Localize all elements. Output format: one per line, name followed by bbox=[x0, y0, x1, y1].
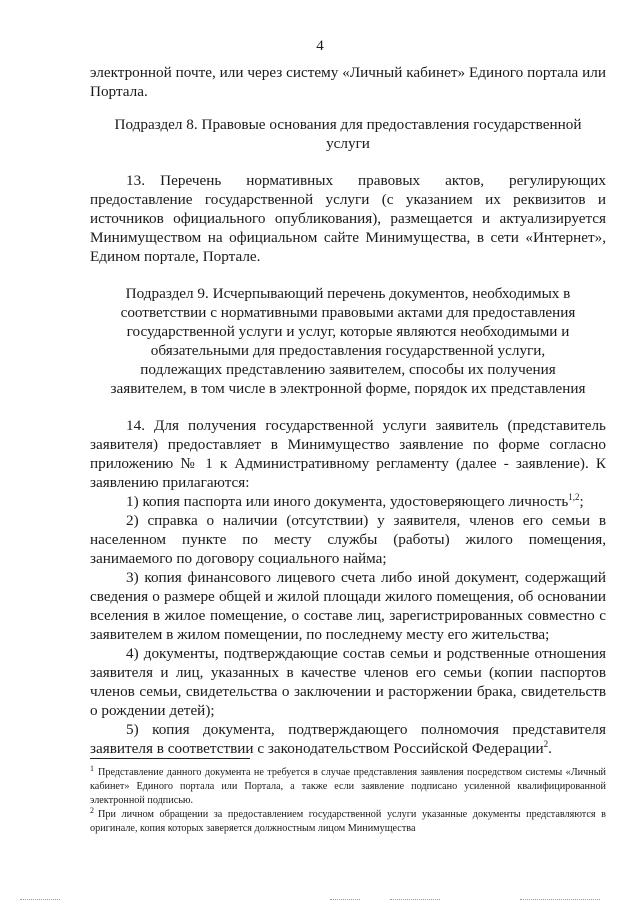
paragraph-14: 14. Для получения государственной услуги заявитель (представитель заявителя) предоставляет в Минимущество заявление по форме согласно приложению № 1 к Административному регламенту (далее - заявление). К заявлению прилагаются: bbox=[90, 417, 606, 491]
footnote-2-mark: 2 bbox=[90, 806, 94, 815]
footnote-1 bbox=[90, 766, 606, 808]
section-9-heading: Подраздел 9. Исчерпывающий перечень документов, необходимых в соответствии с нормативными правовыми актами для предоставления государственной услуги и услуг, которые являются необходимыми и обязательными для предоставления государственной услуги, подлежащих представлению заявителем, способы их получения заявителем, в том числе в электронной форме, порядок их представления bbox=[110, 285, 586, 397]
list-item-1-text: 1) копия паспорта или иного документа, удостоверяющего личность bbox=[126, 493, 569, 510]
list-item-5-text: 5) копия документа, подтверждающего полномочия представителя заявителя в соответствии с законодательством Российской Федерации bbox=[90, 721, 606, 757]
footnote-2 bbox=[90, 808, 606, 836]
list-item-5-end: . bbox=[548, 740, 552, 757]
footnote-2-text: При личном обращении за предоставлением государственной услуги указанные документы представляются в оригинале, копия которых заверяется должностным лицом Минимущества bbox=[90, 809, 606, 834]
footnote-ref-2: 2 bbox=[543, 739, 549, 749]
list-item-1-end: ; bbox=[579, 493, 584, 510]
footnote-ref-1-2: 1,2 bbox=[568, 492, 580, 502]
list-item-3: 3) копия финансового лицевого счета либо иной документ, содержащий сведения о размере общей и жилой площади жилого помещения, об основании вселения в жилое помещение, о составе лиц, зарегистрированных совместно с заявителем в жилом помещении, по последнему месту его жительства; bbox=[90, 569, 606, 643]
paragraph-continuation: электронной почте, или через систему «Личный кабинет» Единого портала или Портала. bbox=[90, 64, 606, 100]
list-item-5 bbox=[90, 720, 606, 758]
section-8-heading: Подраздел 8. Правовые основания для предоставления государственной услуги bbox=[114, 116, 582, 152]
footnote-1-mark: 1 bbox=[90, 764, 94, 773]
footnote-separator bbox=[90, 758, 250, 759]
scan-edge-marks bbox=[0, 895, 640, 905]
main-text bbox=[90, 63, 606, 758]
list-item-2: 2) справка о наличии (отсутствии) у заявителя, членов его семьи в населенном пункте по месту службы (работы) жилого помещения, занимаемого по договору социального найма; bbox=[90, 512, 606, 567]
page-number: 4 bbox=[316, 38, 324, 54]
footnote-1-text: Представление данного документа не требуется в случае представления заявления посредством системы «Личный кабинет» Единого портала или Портала, а также если заявление подписано усиленной квалифицированной электронной подписью. bbox=[90, 767, 606, 806]
paragraph-13: 13. Перечень нормативных правовых актов, регулирующих предоставление государственной услуги (с указанием их реквизитов и источников официального опубликования), размещается и актуализируется Минимуществом на официальном сайте Минимущества, в сети «Интернет», Едином портале, Портале. bbox=[90, 172, 606, 265]
footnotes bbox=[90, 766, 606, 836]
list-item-4: 4) документы, подтверждающие состав семьи и родственные отношения заявителя и лиц, указанных в качестве членов его семьи (копии паспортов членов семьи, свидетельства о заключении и расторжении брака, свидетельств о рождении детей); bbox=[90, 645, 606, 719]
list-item-1 bbox=[90, 492, 606, 511]
